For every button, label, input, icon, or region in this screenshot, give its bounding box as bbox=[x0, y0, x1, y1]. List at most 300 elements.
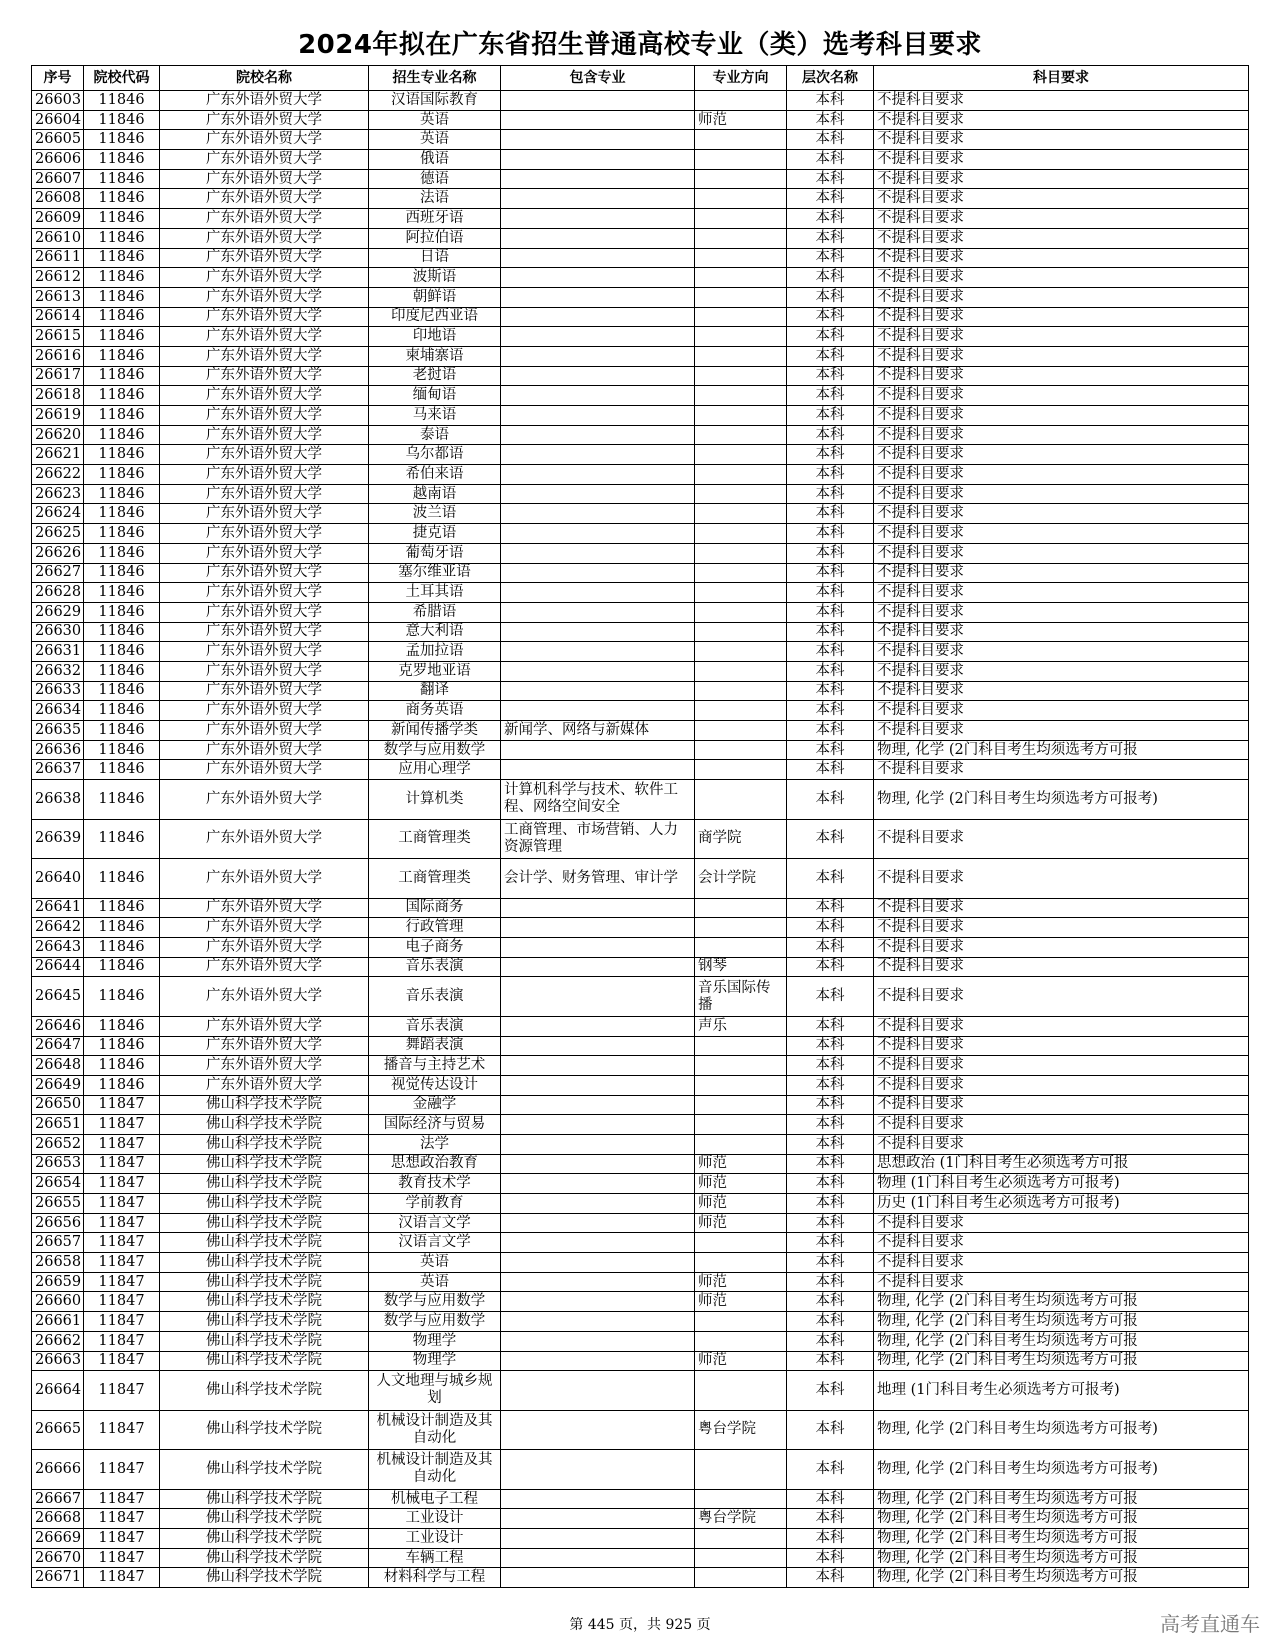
cell-school-code: 11846 bbox=[84, 228, 160, 248]
cell-school-code: 11846 bbox=[84, 543, 160, 563]
cell-school-code: 11846 bbox=[84, 307, 160, 327]
cell-direction bbox=[695, 563, 787, 583]
cell-level: 本科 bbox=[787, 859, 874, 899]
cell-major-name: 孟加拉语 bbox=[369, 642, 501, 662]
cell-school-name: 广东外语外贸大学 bbox=[160, 150, 369, 170]
cell-major-name: 车辆工程 bbox=[369, 1548, 501, 1568]
cell-level: 本科 bbox=[787, 228, 874, 248]
table-row bbox=[32, 1450, 1249, 1490]
cell-subject-requirement: 物理, 化学 (2门科目考生均须选考方可报考) bbox=[874, 1410, 1249, 1450]
cell-seq: 26620 bbox=[32, 425, 84, 445]
cell-school-code: 11847 bbox=[84, 1548, 160, 1568]
cell-level: 本科 bbox=[787, 819, 874, 859]
cell-school-code: 11847 bbox=[84, 1154, 160, 1174]
cell-major-name: 英语 bbox=[369, 130, 501, 150]
cell-major-name: 阿拉伯语 bbox=[369, 228, 501, 248]
cell-major-name: 土耳其语 bbox=[369, 583, 501, 603]
col-header-school-name: 院校名称 bbox=[160, 66, 369, 91]
cell-school-name: 广东外语外贸大学 bbox=[160, 228, 369, 248]
cell-seq: 26668 bbox=[32, 1509, 84, 1529]
cell-major-name: 印地语 bbox=[369, 327, 501, 347]
cell-subject-requirement: 不提科目要求 bbox=[874, 1272, 1249, 1292]
cell-major-name: 英语 bbox=[369, 110, 501, 130]
cell-major-name: 日语 bbox=[369, 248, 501, 268]
cell-major-name: 应用心理学 bbox=[369, 760, 501, 780]
cell-school-code: 11846 bbox=[84, 110, 160, 130]
cell-school-name: 广东外语外贸大学 bbox=[160, 1016, 369, 1036]
cell-direction: 粤台学院 bbox=[695, 1509, 787, 1529]
cell-major-name: 英语 bbox=[369, 1253, 501, 1273]
cell-level: 本科 bbox=[787, 1036, 874, 1056]
cell-school-code: 11847 bbox=[84, 1253, 160, 1273]
table-row bbox=[32, 1489, 1249, 1509]
cell-direction bbox=[695, 1331, 787, 1351]
cell-included-majors bbox=[501, 957, 695, 977]
cell-direction bbox=[695, 1568, 787, 1588]
cell-included-majors bbox=[501, 484, 695, 504]
cell-subject-requirement: 不提科目要求 bbox=[874, 287, 1249, 307]
table-row bbox=[32, 91, 1249, 111]
cell-included-majors bbox=[501, 898, 695, 918]
cell-level: 本科 bbox=[787, 1134, 874, 1154]
cell-subject-requirement: 不提科目要求 bbox=[874, 130, 1249, 150]
cell-direction bbox=[695, 150, 787, 170]
table-row bbox=[32, 543, 1249, 563]
cell-subject-requirement: 不提科目要求 bbox=[874, 602, 1249, 622]
cell-school-code: 11846 bbox=[84, 701, 160, 721]
cell-seq: 26615 bbox=[32, 327, 84, 347]
cell-seq: 26660 bbox=[32, 1292, 84, 1312]
cell-level: 本科 bbox=[787, 1312, 874, 1332]
table-row bbox=[32, 1331, 1249, 1351]
cell-seq: 26647 bbox=[32, 1036, 84, 1056]
cell-school-name: 佛山科学技术学院 bbox=[160, 1450, 369, 1490]
cell-school-name: 广东外语外贸大学 bbox=[160, 445, 369, 465]
cell-school-name: 广东外语外贸大学 bbox=[160, 740, 369, 760]
cell-direction: 师范 bbox=[695, 1272, 787, 1292]
cell-school-code: 11846 bbox=[84, 287, 160, 307]
cell-subject-requirement: 不提科目要求 bbox=[874, 563, 1249, 583]
table-row bbox=[32, 327, 1249, 347]
cell-included-majors bbox=[501, 1489, 695, 1509]
cell-seq: 26614 bbox=[32, 307, 84, 327]
cell-school-name: 佛山科学技术学院 bbox=[160, 1529, 369, 1549]
cell-included-majors bbox=[501, 209, 695, 229]
table-row bbox=[32, 445, 1249, 465]
cell-seq: 26653 bbox=[32, 1154, 84, 1174]
cell-included-majors bbox=[501, 602, 695, 622]
cell-level: 本科 bbox=[787, 622, 874, 642]
cell-subject-requirement: 不提科目要求 bbox=[874, 1036, 1249, 1056]
cell-school-name: 广东外语外贸大学 bbox=[160, 366, 369, 386]
table-row bbox=[32, 1154, 1249, 1174]
cell-subject-requirement: 不提科目要求 bbox=[874, 642, 1249, 662]
table-row bbox=[32, 957, 1249, 977]
cell-major-name: 金融学 bbox=[369, 1095, 501, 1115]
cell-included-majors: 会计学、财务管理、审计学 bbox=[501, 859, 695, 899]
cell-subject-requirement: 不提科目要求 bbox=[874, 681, 1249, 701]
cell-included-majors bbox=[501, 1213, 695, 1233]
cell-level: 本科 bbox=[787, 1095, 874, 1115]
cell-school-name: 广东外语外贸大学 bbox=[160, 287, 369, 307]
cell-level: 本科 bbox=[787, 445, 874, 465]
cell-level: 本科 bbox=[787, 740, 874, 760]
cell-included-majors bbox=[501, 1036, 695, 1056]
table-row bbox=[32, 937, 1249, 957]
cell-school-name: 广东外语外贸大学 bbox=[160, 543, 369, 563]
cell-major-name: 机械设计制造及其自动化 bbox=[369, 1450, 501, 1490]
cell-included-majors bbox=[501, 346, 695, 366]
cell-included-majors bbox=[501, 701, 695, 721]
cell-direction: 师范 bbox=[695, 1154, 787, 1174]
table-row bbox=[32, 1312, 1249, 1332]
cell-major-name: 希伯来语 bbox=[369, 465, 501, 485]
cell-major-name: 葡萄牙语 bbox=[369, 543, 501, 563]
table-row bbox=[32, 859, 1249, 899]
cell-level: 本科 bbox=[787, 1075, 874, 1095]
cell-school-code: 11847 bbox=[84, 1115, 160, 1135]
cell-included-majors bbox=[501, 1095, 695, 1115]
cell-seq: 26664 bbox=[32, 1371, 84, 1411]
cell-direction bbox=[695, 484, 787, 504]
cell-school-name: 佛山科学技术学院 bbox=[160, 1312, 369, 1332]
table-row bbox=[32, 622, 1249, 642]
cell-school-name: 广东外语外贸大学 bbox=[160, 563, 369, 583]
cell-seq: 26639 bbox=[32, 819, 84, 859]
cell-seq: 26608 bbox=[32, 189, 84, 209]
cell-major-name: 行政管理 bbox=[369, 918, 501, 938]
cell-school-name: 广东外语外贸大学 bbox=[160, 760, 369, 780]
cell-school-code: 11846 bbox=[84, 346, 160, 366]
table-row bbox=[32, 1410, 1249, 1450]
cell-subject-requirement: 不提科目要求 bbox=[874, 327, 1249, 347]
cell-school-name: 佛山科学技术学院 bbox=[160, 1115, 369, 1135]
cell-school-name: 广东外语外贸大学 bbox=[160, 583, 369, 603]
cell-seq: 26655 bbox=[32, 1194, 84, 1214]
cell-major-name: 翻译 bbox=[369, 681, 501, 701]
cell-included-majors bbox=[501, 937, 695, 957]
cell-major-name: 电子商务 bbox=[369, 937, 501, 957]
cell-seq: 26605 bbox=[32, 130, 84, 150]
cell-direction: 钢琴 bbox=[695, 957, 787, 977]
cell-direction bbox=[695, 721, 787, 741]
cell-included-majors bbox=[501, 760, 695, 780]
cell-included-majors bbox=[501, 661, 695, 681]
cell-level: 本科 bbox=[787, 268, 874, 288]
cell-major-name: 捷克语 bbox=[369, 524, 501, 544]
cell-direction bbox=[695, 406, 787, 426]
cell-direction bbox=[695, 189, 787, 209]
cell-included-majors bbox=[501, 150, 695, 170]
cell-direction: 师范 bbox=[695, 1194, 787, 1214]
cell-school-code: 11846 bbox=[84, 977, 160, 1017]
cell-level: 本科 bbox=[787, 1529, 874, 1549]
cell-included-majors bbox=[501, 1529, 695, 1549]
cell-level: 本科 bbox=[787, 189, 874, 209]
cell-included-majors bbox=[501, 307, 695, 327]
table-row bbox=[32, 740, 1249, 760]
cell-level: 本科 bbox=[787, 1509, 874, 1529]
cell-direction bbox=[695, 228, 787, 248]
cell-included-majors: 计算机科学与技术、软件工程、网络空间安全 bbox=[501, 780, 695, 820]
cell-level: 本科 bbox=[787, 1016, 874, 1036]
cell-major-name: 希腊语 bbox=[369, 602, 501, 622]
cell-subject-requirement: 不提科目要求 bbox=[874, 189, 1249, 209]
cell-seq: 26630 bbox=[32, 622, 84, 642]
cell-school-name: 广东外语外贸大学 bbox=[160, 642, 369, 662]
cell-subject-requirement: 物理, 化学 (2门科目考生均须选考方可报考) bbox=[874, 780, 1249, 820]
cell-major-name: 商务英语 bbox=[369, 701, 501, 721]
cell-level: 本科 bbox=[787, 504, 874, 524]
cell-school-name: 广东外语外贸大学 bbox=[160, 386, 369, 406]
cell-direction: 师范 bbox=[695, 1213, 787, 1233]
cell-major-name: 法语 bbox=[369, 189, 501, 209]
cell-subject-requirement: 不提科目要求 bbox=[874, 1095, 1249, 1115]
cell-major-name: 朝鲜语 bbox=[369, 287, 501, 307]
cell-subject-requirement: 不提科目要求 bbox=[874, 386, 1249, 406]
cell-seq: 26625 bbox=[32, 524, 84, 544]
cell-school-name: 广东外语外贸大学 bbox=[160, 268, 369, 288]
cell-included-majors bbox=[501, 1174, 695, 1194]
cell-seq: 26634 bbox=[32, 701, 84, 721]
cell-major-name: 汉语言文学 bbox=[369, 1233, 501, 1253]
cell-seq: 26611 bbox=[32, 248, 84, 268]
cell-level: 本科 bbox=[787, 583, 874, 603]
cell-school-code: 11846 bbox=[84, 740, 160, 760]
cell-subject-requirement: 物理, 化学 (2门科目考生均须选考方可报考) bbox=[874, 1450, 1249, 1490]
cell-seq: 26606 bbox=[32, 150, 84, 170]
cell-subject-requirement: 不提科目要求 bbox=[874, 1056, 1249, 1076]
cell-seq: 26661 bbox=[32, 1312, 84, 1332]
cell-school-code: 11847 bbox=[84, 1371, 160, 1411]
cell-school-name: 广东外语外贸大学 bbox=[160, 406, 369, 426]
cell-school-code: 11846 bbox=[84, 1036, 160, 1056]
table-row bbox=[32, 661, 1249, 681]
cell-seq: 26618 bbox=[32, 386, 84, 406]
cell-level: 本科 bbox=[787, 642, 874, 662]
cell-subject-requirement: 不提科目要求 bbox=[874, 425, 1249, 445]
cell-school-name: 佛山科学技术学院 bbox=[160, 1410, 369, 1450]
cell-seq: 26636 bbox=[32, 740, 84, 760]
cell-school-name: 广东外语外贸大学 bbox=[160, 681, 369, 701]
cell-subject-requirement: 不提科目要求 bbox=[874, 110, 1249, 130]
cell-seq: 26623 bbox=[32, 484, 84, 504]
table-row bbox=[32, 1529, 1249, 1549]
cell-subject-requirement: 不提科目要求 bbox=[874, 366, 1249, 386]
cell-level: 本科 bbox=[787, 1371, 874, 1411]
cell-level: 本科 bbox=[787, 543, 874, 563]
cell-subject-requirement: 不提科目要求 bbox=[874, 661, 1249, 681]
cell-direction: 声乐 bbox=[695, 1016, 787, 1036]
cell-direction bbox=[695, 425, 787, 445]
cell-level: 本科 bbox=[787, 465, 874, 485]
cell-subject-requirement: 不提科目要求 bbox=[874, 957, 1249, 977]
cell-seq: 26652 bbox=[32, 1134, 84, 1154]
page-title: 2024年拟在广东省招生普通高校专业（类）选考科目要求 bbox=[298, 30, 982, 60]
cell-school-code: 11846 bbox=[84, 268, 160, 288]
cell-level: 本科 bbox=[787, 1272, 874, 1292]
cell-major-name: 国际经济与贸易 bbox=[369, 1115, 501, 1135]
cell-subject-requirement: 不提科目要求 bbox=[874, 209, 1249, 229]
cell-subject-requirement: 物理, 化学 (2门科目考生均须选考方可报 bbox=[874, 1351, 1249, 1371]
cell-school-name: 佛山科学技术学院 bbox=[160, 1272, 369, 1292]
table-row bbox=[32, 898, 1249, 918]
cell-direction bbox=[695, 937, 787, 957]
table-row bbox=[32, 307, 1249, 327]
cell-direction bbox=[695, 681, 787, 701]
cell-school-name: 广东外语外贸大学 bbox=[160, 327, 369, 347]
page-footer: 第 445 页，共 925 页 bbox=[569, 1617, 711, 1633]
cell-school-name: 广东外语外贸大学 bbox=[160, 977, 369, 1017]
cell-subject-requirement: 不提科目要求 bbox=[874, 150, 1249, 170]
cell-included-majors bbox=[501, 1194, 695, 1214]
cell-seq: 26656 bbox=[32, 1213, 84, 1233]
cell-school-name: 佛山科学技术学院 bbox=[160, 1489, 369, 1509]
table-row bbox=[32, 130, 1249, 150]
cell-major-name: 俄语 bbox=[369, 150, 501, 170]
cell-seq: 26650 bbox=[32, 1095, 84, 1115]
table-row bbox=[32, 602, 1249, 622]
cell-school-name: 佛山科学技术学院 bbox=[160, 1194, 369, 1214]
table-row bbox=[32, 1213, 1249, 1233]
cell-school-code: 11846 bbox=[84, 681, 160, 701]
cell-included-majors bbox=[501, 445, 695, 465]
cell-school-code: 11846 bbox=[84, 386, 160, 406]
cell-included-majors bbox=[501, 386, 695, 406]
cell-major-name: 新闻传播学类 bbox=[369, 721, 501, 741]
cell-included-majors bbox=[501, 110, 695, 130]
cell-direction bbox=[695, 622, 787, 642]
cell-school-name: 佛山科学技术学院 bbox=[160, 1154, 369, 1174]
cell-direction bbox=[695, 918, 787, 938]
table-row bbox=[32, 819, 1249, 859]
cell-school-name: 广东外语外贸大学 bbox=[160, 819, 369, 859]
cell-included-majors bbox=[501, 543, 695, 563]
cell-direction: 音乐国际传播 bbox=[695, 977, 787, 1017]
cell-school-code: 11846 bbox=[84, 1016, 160, 1036]
cell-major-name: 舞蹈表演 bbox=[369, 1036, 501, 1056]
cell-included-majors bbox=[501, 563, 695, 583]
cell-direction bbox=[695, 543, 787, 563]
cell-major-name: 音乐表演 bbox=[369, 1016, 501, 1036]
cell-major-name: 学前教育 bbox=[369, 1194, 501, 1214]
cell-level: 本科 bbox=[787, 1331, 874, 1351]
cell-included-majors bbox=[501, 268, 695, 288]
cell-school-code: 11847 bbox=[84, 1568, 160, 1588]
cell-included-majors bbox=[501, 287, 695, 307]
cell-school-name: 佛山科学技术学院 bbox=[160, 1351, 369, 1371]
cell-seq: 26621 bbox=[32, 445, 84, 465]
cell-school-name: 广东外语外贸大学 bbox=[160, 1056, 369, 1076]
cell-level: 本科 bbox=[787, 248, 874, 268]
cell-included-majors bbox=[501, 465, 695, 485]
cell-direction bbox=[695, 740, 787, 760]
cell-direction bbox=[695, 1056, 787, 1076]
cell-major-name: 音乐表演 bbox=[369, 977, 501, 1017]
table-row bbox=[32, 465, 1249, 485]
cell-major-name: 越南语 bbox=[369, 484, 501, 504]
cell-seq: 26667 bbox=[32, 1489, 84, 1509]
cell-school-code: 11846 bbox=[84, 327, 160, 347]
cell-school-code: 11847 bbox=[84, 1272, 160, 1292]
table-row bbox=[32, 287, 1249, 307]
cell-subject-requirement: 物理, 化学 (2门科目考生均须选考方可报 bbox=[874, 1489, 1249, 1509]
table-row bbox=[32, 681, 1249, 701]
cell-subject-requirement: 不提科目要求 bbox=[874, 1016, 1249, 1036]
cell-school-code: 11846 bbox=[84, 622, 160, 642]
cell-school-name: 广东外语外贸大学 bbox=[160, 209, 369, 229]
cell-major-name: 工业设计 bbox=[369, 1529, 501, 1549]
table-row bbox=[32, 366, 1249, 386]
cell-subject-requirement: 不提科目要求 bbox=[874, 465, 1249, 485]
cell-school-name: 佛山科学技术学院 bbox=[160, 1331, 369, 1351]
cell-school-code: 11847 bbox=[84, 1450, 160, 1490]
cell-level: 本科 bbox=[787, 957, 874, 977]
cell-school-code: 11846 bbox=[84, 189, 160, 209]
subject-requirements-table bbox=[31, 65, 1249, 1588]
cell-level: 本科 bbox=[787, 307, 874, 327]
cell-level: 本科 bbox=[787, 661, 874, 681]
cell-school-code: 11847 bbox=[84, 1312, 160, 1332]
cell-seq: 26657 bbox=[32, 1233, 84, 1253]
cell-seq: 26651 bbox=[32, 1115, 84, 1135]
cell-level: 本科 bbox=[787, 937, 874, 957]
cell-direction bbox=[695, 386, 787, 406]
cell-direction bbox=[695, 1075, 787, 1095]
cell-school-code: 11847 bbox=[84, 1410, 160, 1450]
cell-included-majors bbox=[501, 1312, 695, 1332]
cell-subject-requirement: 不提科目要求 bbox=[874, 937, 1249, 957]
cell-level: 本科 bbox=[787, 1154, 874, 1174]
cell-subject-requirement: 不提科目要求 bbox=[874, 977, 1249, 1017]
table-row bbox=[32, 1036, 1249, 1056]
table-row bbox=[32, 1174, 1249, 1194]
cell-subject-requirement: 物理, 化学 (2门科目考生均须选考方可报 bbox=[874, 1292, 1249, 1312]
cell-school-name: 佛山科学技术学院 bbox=[160, 1134, 369, 1154]
cell-subject-requirement: 不提科目要求 bbox=[874, 91, 1249, 111]
cell-school-name: 佛山科学技术学院 bbox=[160, 1509, 369, 1529]
cell-school-code: 11847 bbox=[84, 1213, 160, 1233]
table-row bbox=[32, 1056, 1249, 1076]
cell-seq: 26609 bbox=[32, 209, 84, 229]
cell-included-majors bbox=[501, 1154, 695, 1174]
cell-major-name: 数学与应用数学 bbox=[369, 1292, 501, 1312]
cell-direction bbox=[695, 1529, 787, 1549]
cell-major-name: 缅甸语 bbox=[369, 386, 501, 406]
cell-seq: 26648 bbox=[32, 1056, 84, 1076]
cell-included-majors bbox=[501, 1075, 695, 1095]
cell-included-majors bbox=[501, 1331, 695, 1351]
cell-seq: 26642 bbox=[32, 918, 84, 938]
cell-direction bbox=[695, 504, 787, 524]
cell-included-majors bbox=[501, 130, 695, 150]
cell-level: 本科 bbox=[787, 91, 874, 111]
brand-watermark: 高考直通车 bbox=[1160, 1612, 1260, 1636]
cell-school-name: 佛山科学技术学院 bbox=[160, 1174, 369, 1194]
cell-school-code: 11846 bbox=[84, 425, 160, 445]
cell-major-name: 法学 bbox=[369, 1134, 501, 1154]
cell-school-code: 11846 bbox=[84, 248, 160, 268]
cell-level: 本科 bbox=[787, 681, 874, 701]
cell-school-code: 11846 bbox=[84, 918, 160, 938]
cell-subject-requirement: 地理 (1门科目考生必须选考方可报考) bbox=[874, 1371, 1249, 1411]
cell-level: 本科 bbox=[787, 1450, 874, 1490]
cell-included-majors bbox=[501, 524, 695, 544]
cell-subject-requirement: 不提科目要求 bbox=[874, 504, 1249, 524]
cell-seq: 26654 bbox=[32, 1174, 84, 1194]
cell-level: 本科 bbox=[787, 1233, 874, 1253]
table-row bbox=[32, 1568, 1249, 1588]
